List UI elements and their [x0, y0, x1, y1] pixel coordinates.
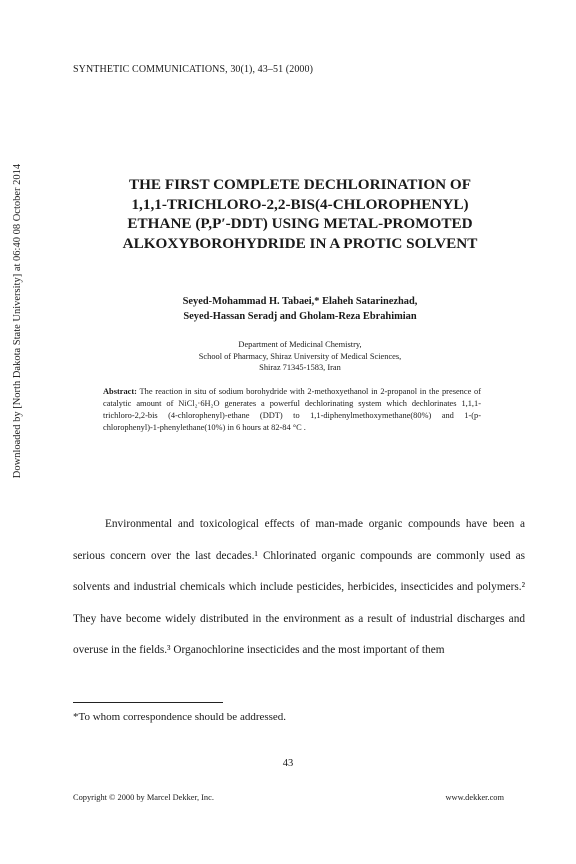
copyright-notice: Copyright © 2000 by Marcel Dekker, Inc. [73, 793, 214, 802]
body-text [73, 509, 525, 667]
title-line: 1,1,1-TRICHLORO-2,2-BIS(4-CHLOROPHENYL) [131, 195, 469, 213]
journal-header: SYNTHETIC COMMUNICATIONS, 30(1), 43–51 (2000) [73, 64, 314, 75]
author-line: Seyed-Mohammad H. Tabaei,* Elaheh Satarinezhad, [182, 296, 418, 307]
affiliation-line: School of Pharmacy, Shiraz University of Medical Sciences, [198, 351, 402, 361]
title-line: THE FIRST COMPLETE DECHLORINATION OF [128, 176, 472, 193]
body-paragraph: Environmental and toxicological effects of man-made organic compounds have been a serious concern over the last decades.¹ Chlorinated organic compounds are commonly used as solvents and industrial chemicals which include pesticides, herbicides, insecticides and polymers.² They have become widely distributed in the environment as a result of industrial discharges and overuse in the fields.³ Organochlorine insecticides and the most important of them [73, 518, 525, 657]
abstract-text: The reaction in situ of sodium borohydride with 2-methoxyethanol in 2-propanol in the presence of catalytic amount of NiCl₂·6H₂O generates a powerful dechlorinating system which dechlorinates 1,1,1-trichloro-2,2-bis (4-chlorophenyl)-ethane (DDT) to 1,1-diphenylmethoxymethane(80%) and 1-(p-chlorophenyl)-1-phenylethane(10%) in 6 hours at 82-84 °C . [103, 387, 481, 432]
footnote: *To whom correspondence should be addressed. [73, 711, 287, 723]
download-watermark: Downloaded by [North Dakota State University] at 06:40 08 October 2014 [12, 163, 23, 479]
affiliation-line: Department of Medicinal Chemistry, [238, 340, 362, 349]
affiliation-line: Shiraz 71345-1583, Iran [259, 363, 341, 373]
footnote-divider [73, 702, 223, 703]
title-line: ETHANE (P,P′-DDT) USING METAL-PROMOTED [127, 215, 473, 232]
abstract-label: Abstract: [103, 387, 137, 396]
abstract [103, 386, 481, 434]
author-list [40, 294, 560, 324]
title-line: ALKOXYBOROHYDRIDE IN A PROTIC SOLVENT [122, 234, 478, 252]
affiliation [40, 339, 560, 374]
page-number: 43 [282, 758, 294, 769]
publisher-website: www.dekker.com [445, 793, 504, 802]
author-line: Seyed-Hassan Seradj and Gholam-Reza Ebrahimian [183, 311, 417, 322]
article-title [40, 175, 560, 253]
